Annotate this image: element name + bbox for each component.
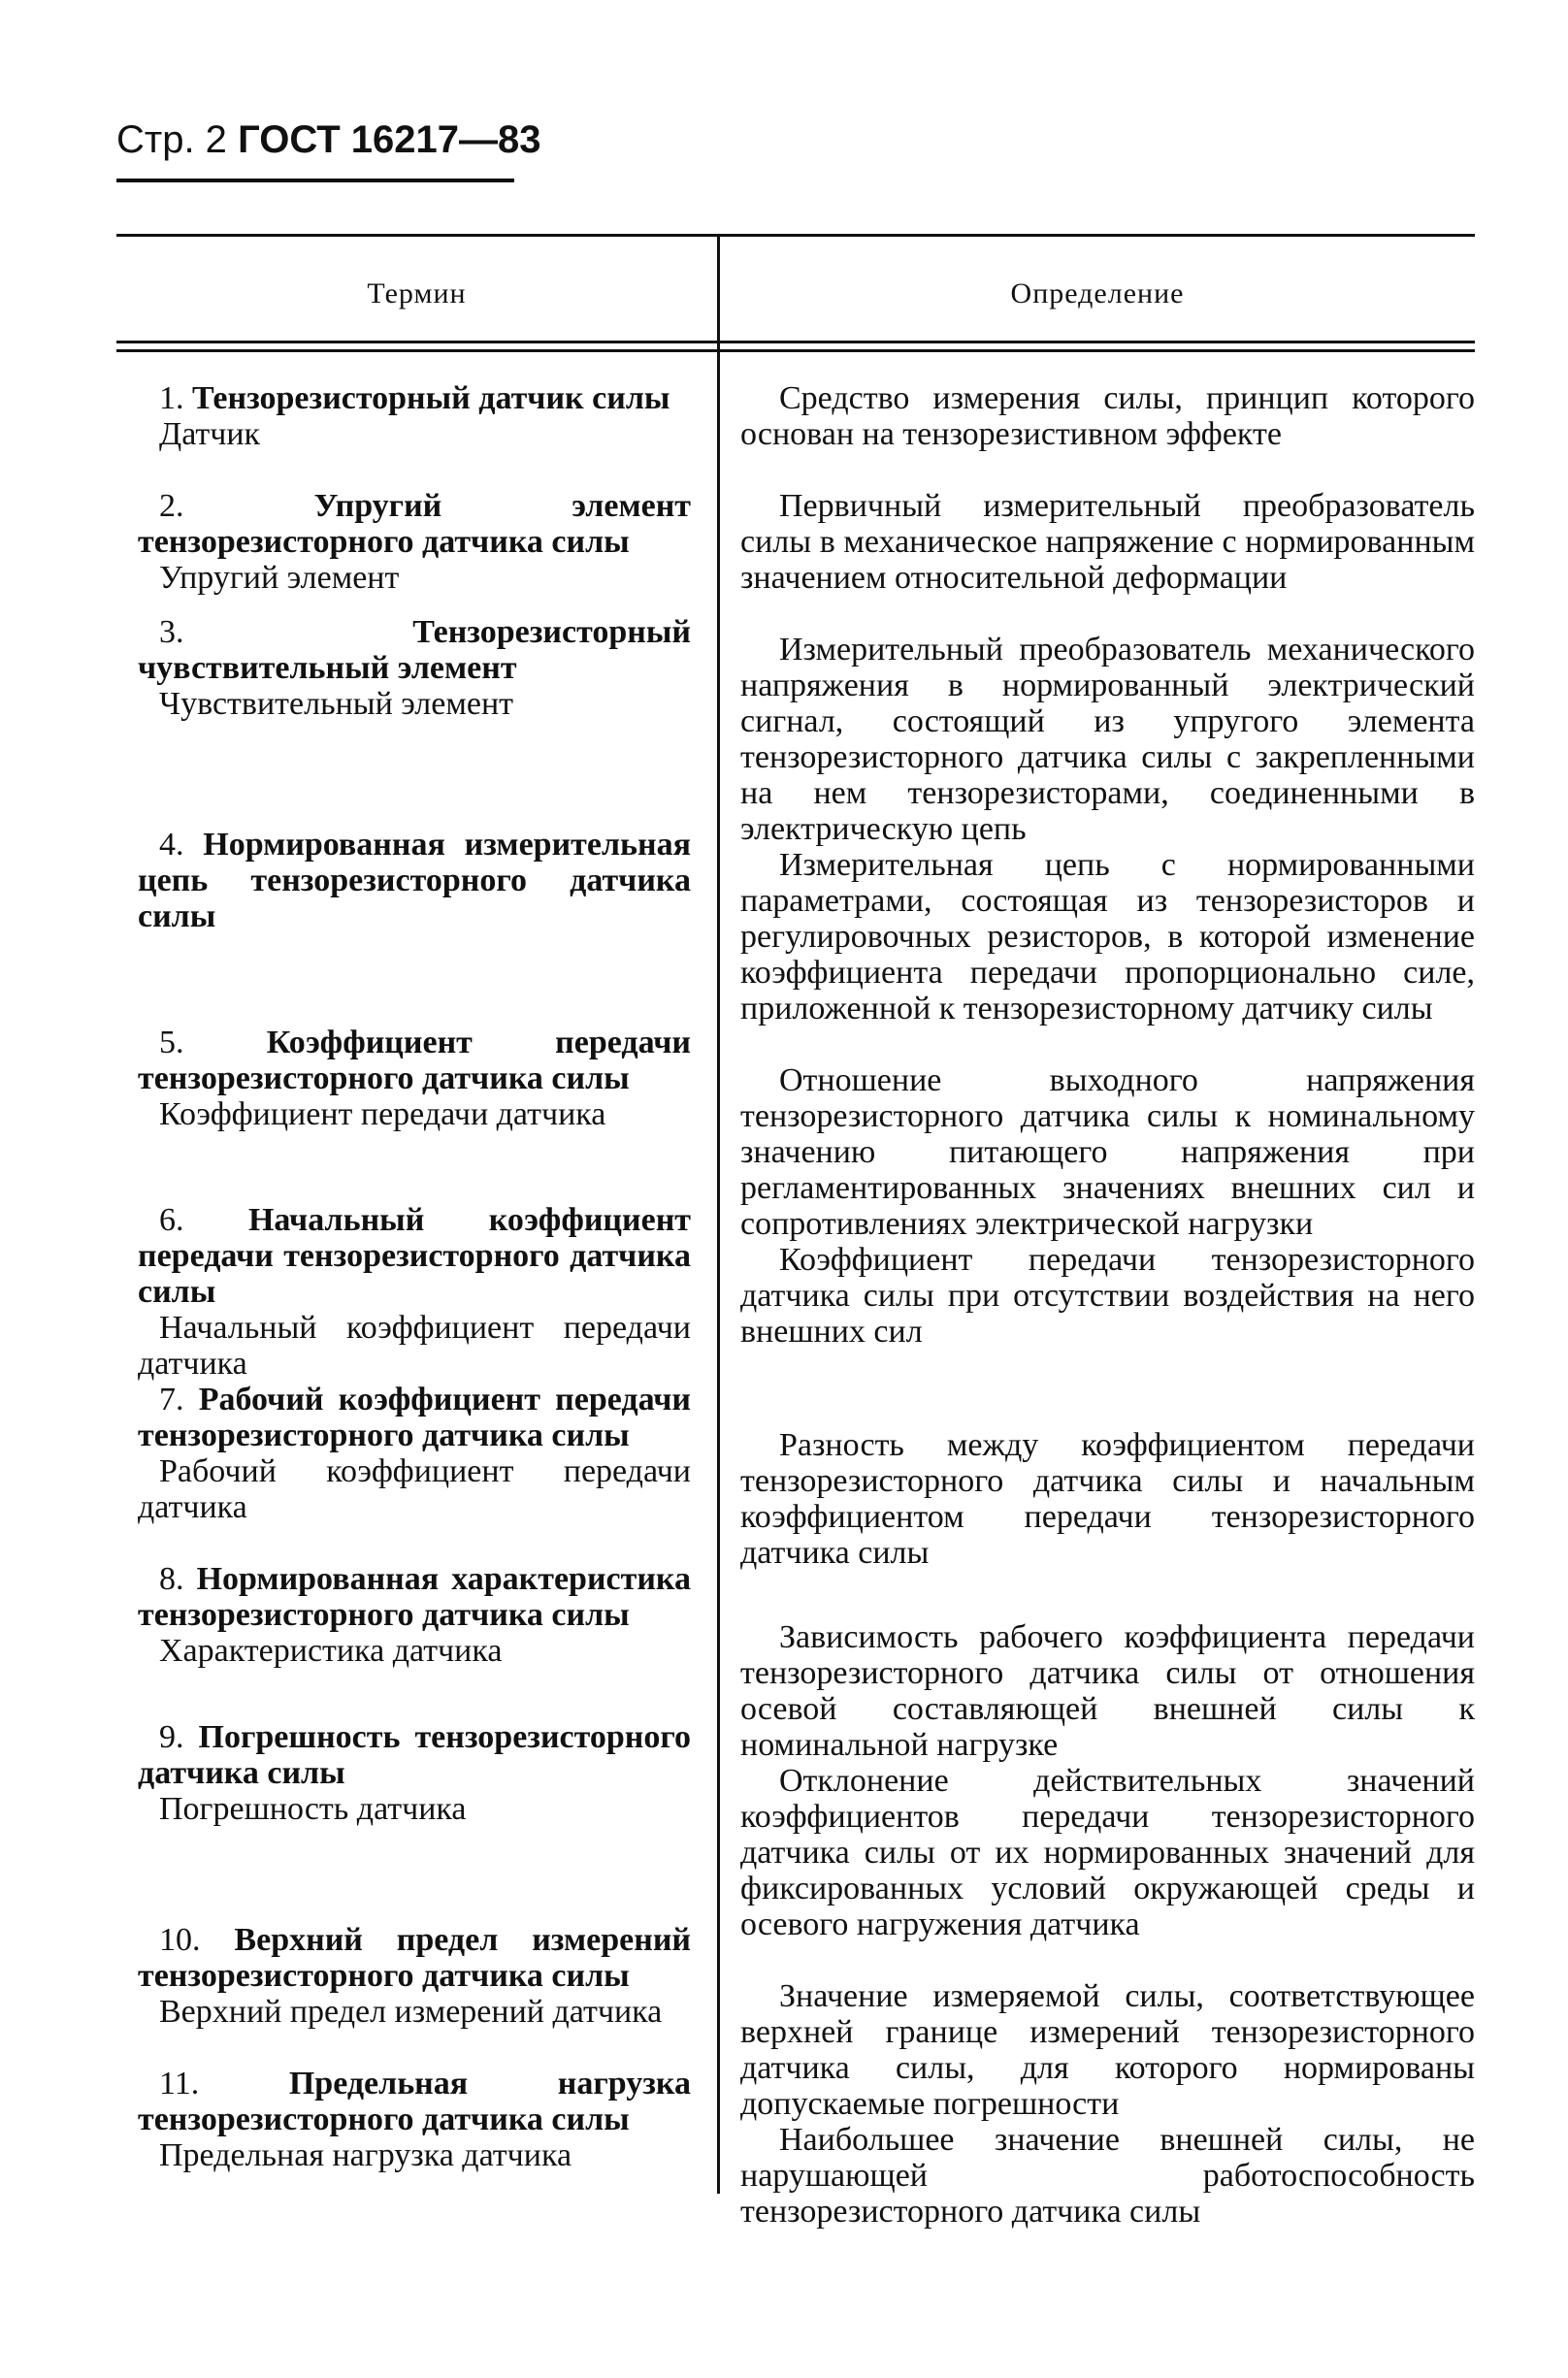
term-short-form: Верхний предел измерений датчика bbox=[159, 1994, 663, 2030]
column-header-term: Термин bbox=[367, 277, 467, 309]
definition-text: Зависимость рабочего коэффициента передачи тензорезисторного датчика силы от отношения осевой составляющей внешней силы к номинальной нагрузке bbox=[740, 1619, 1475, 1763]
term-entry: 9. Погрешность тензорезисторного датчика силы Погрешность датчика bbox=[138, 1719, 691, 1827]
definition-text: Отношение выходного напряжения тензорезисторного датчика силы к номинальному значению питающего напряжения при регламентированных значениях внешних сил и сопротивлениях электрической нагрузки bbox=[740, 1062, 1475, 1242]
definition-text: Коэффициент передачи тензорезисторного датчика силы при отсутствии воздействия на него внешних сил bbox=[740, 1242, 1475, 1350]
definition-text: Первичный измерительный преобразователь силы в механическое напряжение с нормированным значением относительной деформации bbox=[740, 488, 1475, 596]
term-short-form: Предельная нагрузка датчика bbox=[159, 2137, 572, 2173]
term-entry: 8. Нормированная характеристика тензорезисторного датчика силы Характеристика датчика bbox=[138, 1561, 692, 1669]
term-name: Погрешность тензорезисторного датчика силы bbox=[138, 1719, 691, 1791]
term-name: Тензорезисторный датчик силы bbox=[192, 380, 670, 416]
term-short-form: Начальный коэффициент передачи датчика bbox=[138, 1310, 691, 1382]
term-short-form: Рабочий коэффициент передачи датчика bbox=[138, 1453, 691, 1525]
column-header-definition: Определение bbox=[1010, 277, 1185, 309]
term-short-form: Чувствительный элемент bbox=[159, 686, 514, 722]
term-short-form: Коэффициент передачи датчика bbox=[159, 1096, 606, 1132]
term-name: Тензорезисторный чувствительный элемент bbox=[138, 614, 691, 686]
term-name: Предельная нагрузка тензорезисторного датчика силы bbox=[138, 2066, 691, 2137]
definition-text: Отклонение действительных значений коэффициентов передачи тензорезисторного датчика силы от их нормированных значений для фиксированных условий окружающей среды и осевого нагружения датчика bbox=[740, 1763, 1475, 1942]
term-short-form: Погрешность датчика bbox=[159, 1791, 467, 1827]
term-short-form: Датчик bbox=[159, 416, 261, 452]
table-top-rule bbox=[116, 234, 1475, 237]
term-entry: 1. Тензорезисторный датчик силы Датчик bbox=[138, 380, 691, 452]
term-name: Рабочий коэффициент передачи тензорезисторного датчика силы bbox=[138, 1382, 691, 1453]
table-head-rule bbox=[116, 341, 1475, 343]
term-entry: 2. Упругий элемент тензорезисторного датчика силы Упругий элемент bbox=[138, 488, 691, 596]
page-header bbox=[116, 118, 541, 161]
table-column-divider bbox=[717, 234, 720, 2194]
term-entry: 11. Предельная нагрузка тензорезисторного датчика силы Предельная нагрузка датчика bbox=[138, 2066, 691, 2173]
term-entry: 10. Верхний предел измерений тензорезисторного датчика силы Верхний предел измерений датчика bbox=[138, 1922, 692, 2030]
definition-text: Измерительная цепь с нормированными параметрами, состоящая из тензорезисторов и регулировочных резисторов, в которой изменение коэффициента передачи пропорционально силе, приложенной к тензорезисторному датчику силы bbox=[740, 847, 1475, 1026]
definitions-column bbox=[740, 380, 1475, 2230]
terms-column bbox=[138, 380, 691, 2173]
term-name: Верхний предел измерений тензорезисторного датчика силы bbox=[138, 1922, 692, 1994]
definition-text: Наибольшее значение внешней силы, не нарушающей работоспособность тензорезисторного датчика силы bbox=[740, 2122, 1475, 2230]
term-name: Упругий элемент тензорезисторного датчика силы bbox=[138, 488, 691, 560]
standard-code: ГОСТ 16217—83 bbox=[238, 118, 541, 161]
table-head-rule-double bbox=[116, 349, 1475, 352]
definition-text: Средство измерения силы, принцип которого основан на тензорезистивном эффекте bbox=[740, 380, 1475, 452]
term-entry: 3. Тензорезисторный чувствительный элемент Чувствительный элемент bbox=[138, 614, 691, 722]
term-entry: 4. Нормированная измерительная цепь тензорезисторного датчика силы bbox=[138, 827, 691, 934]
term-short-form: Упругий элемент bbox=[159, 560, 400, 596]
term-entry: 6. Начальный коэффициент передачи тензорезисторного датчика силы Начальный коэффициент передачи датчика bbox=[138, 1202, 691, 1382]
term-name: Нормированная измерительная цепь тензорезисторного датчика силы bbox=[138, 827, 691, 934]
term-name: Нормированная характеристика тензорезисторного датчика силы bbox=[138, 1561, 692, 1633]
term-entry: 5. Коэффициент передачи тензорезисторного датчика силы Коэффициент передачи датчика bbox=[138, 1025, 691, 1132]
header-underline bbox=[116, 179, 514, 182]
definition-text: Значение измеряемой силы, соответствующее верхней границе измерений тензорезисторного датчика силы, для которого нормированы допускаемые погрешности bbox=[740, 1978, 1475, 2122]
definition-text: Разность между коэффициентом передачи тензорезисторного датчика силы и начальным коэффициентом передачи тензорезисторного датчика силы bbox=[740, 1427, 1475, 1571]
term-entry: 7. Рабочий коэффициент передачи тензорезисторного датчика силы Рабочий коэффициент передачи датчика bbox=[138, 1382, 691, 1525]
definition-text: Измерительный преобразователь механического напряжения в нормированный электрический сигнал, состоящий из упругого элемента тензорезисторного датчика силы с закрепленными на нем тензорезисторами, соединенными в электрическую цепь bbox=[740, 632, 1475, 847]
term-short-form: Характеристика датчика bbox=[159, 1633, 503, 1669]
term-name: Начальный коэффициент передачи тензорезисторного датчика силы bbox=[138, 1202, 691, 1310]
term-name: Коэффициент передачи тензорезисторного датчика силы bbox=[138, 1025, 691, 1096]
page-number: Стр. 2 bbox=[116, 118, 227, 161]
